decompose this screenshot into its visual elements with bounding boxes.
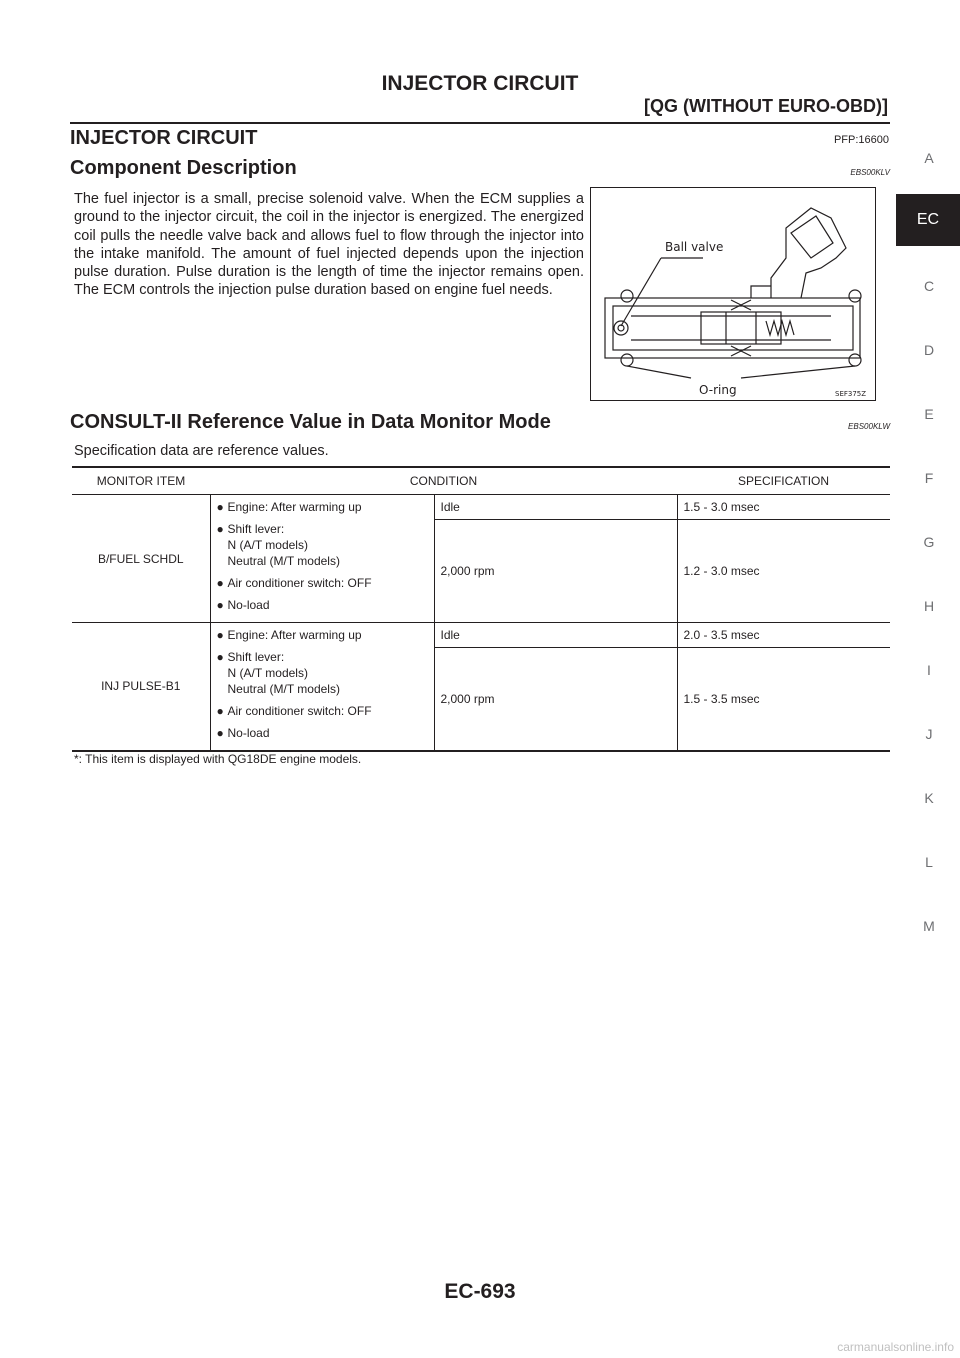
condition-item: ● Shift lever: N (A/T models) Neutral (M/T models) [216,650,340,696]
sub-condition: 2,000 rpm [434,520,677,623]
condition-item: ● Air conditioner switch: OFF [216,576,372,590]
side-tab-m[interactable]: M [923,918,935,934]
spec-value: 2.0 - 3.5 msec [677,623,890,648]
side-tab-j[interactable]: J [925,726,933,742]
col-monitor-item: MONITOR ITEM [72,467,210,495]
condition-item: ● No-load [216,598,270,612]
sub-condition: Idle [434,495,677,520]
footnote: *: This item is displayed with QG18DE engine models. [74,752,362,766]
side-tab-f[interactable]: F [924,470,934,486]
condition-list [210,623,434,751]
condition-item: ● Engine: After warming up [216,628,362,642]
ball-valve-label: Ball valve [665,240,724,254]
col-condition: CONDITION [210,467,677,495]
component-code: EBS00KLV [850,168,890,177]
condition-item: ● Air conditioner switch: OFF [216,704,372,718]
side-tab-k[interactable]: K [924,790,934,806]
monitor-item: INJ PULSE-B1 [72,623,210,751]
header-rule [70,122,890,124]
sub-condition: Idle [434,623,677,648]
col-specification: SPECIFICATION [677,467,890,495]
consult-heading: CONSULT-II Reference Value in Data Monitor Mode [70,411,551,433]
side-tab-g[interactable]: G [923,534,935,550]
condition-item: ● Engine: After warming up [216,500,362,514]
injector-figure [590,187,876,401]
section-code: PFP:16600 [833,134,889,146]
page-number: EC-693 [444,1280,516,1303]
monitor-item: B/FUEL SCHDL [72,495,210,623]
section-title: INJECTOR CIRCUIT [70,127,258,149]
condition-item: ● Shift lever: N (A/T models) Neutral (M/T models) [216,522,340,568]
watermark: carmanualsonline.info [837,1340,954,1354]
component-heading: Component Description [70,157,297,179]
injector-drawing [591,188,875,400]
side-tab-ec[interactable]: EC [896,194,960,246]
side-tab-c[interactable]: C [923,278,935,294]
spec-note: Specification data are reference values. [74,443,329,459]
side-tab-e[interactable]: E [924,406,934,422]
side-tab-i[interactable]: I [927,662,931,678]
spec-value: 1.5 - 3.5 msec [677,648,890,751]
consult-code: EBS00KLW [848,422,890,431]
condition-item: ● No-load [216,726,270,740]
side-tab-h[interactable]: H [923,598,935,614]
side-tab-d[interactable]: D [923,342,935,358]
reference-value-table [72,466,890,752]
oring-label: O-ring [699,383,737,397]
side-tab-l[interactable]: L [925,854,933,870]
running-header-title: INJECTOR CIRCUIT [381,72,579,95]
condition-list [210,495,434,623]
table-header-row [72,467,890,495]
sub-condition: 2,000 rpm [434,648,677,751]
component-description: The fuel injector is a small, precise solenoid valve. When the ECM supplies a ground to the injector circuit, the coil in the injector is energized. The energized coil pulls the needle valve back and allows fuel to flow through the injector into the intake manifold. The amount of fuel injected depends upon the injection pulse duration. Pulse duration is the length of time the injector remains open. The ECM controls the injection pulse duration based on engine fuel needs. [74,191,584,299]
spec-value: 1.2 - 3.0 msec [677,520,890,623]
spec-value: 1.5 - 3.0 msec [677,495,890,520]
table-row [72,623,890,648]
figure-code: SEF375Z [835,390,867,398]
table-row [72,495,890,520]
side-tab-a[interactable]: A [924,150,934,166]
running-header-subtitle: [QG (WITHOUT EURO-OBD)] [644,96,888,116]
